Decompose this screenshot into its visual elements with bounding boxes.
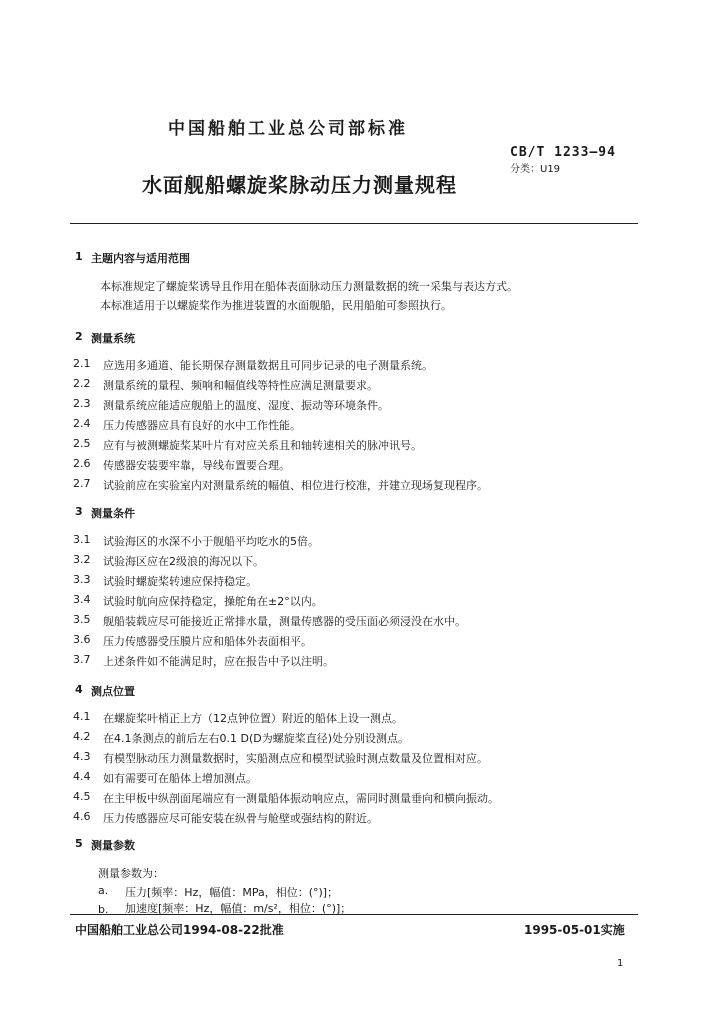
section-number: 4: [75, 683, 83, 696]
section-number: 2: [75, 330, 83, 343]
section-title: 测量系统: [91, 332, 135, 345]
list-marker: b.: [98, 903, 109, 916]
clause-text: 测量系统应能适应舰船上的温度、湿度、振动等环境条件。: [103, 399, 389, 412]
clause-text: 在螺旋桨叶梢正上方（12点钟位置）附近的船体上设一测点。: [103, 712, 403, 725]
clause-number: 3.5: [73, 613, 91, 626]
clause-text: 试验时螺旋桨转速应保持稳定。: [103, 575, 257, 588]
clause-number: 3.4: [73, 593, 91, 606]
clause-number: 2.3: [73, 397, 91, 410]
clause-text: 压力传感器应尽可能安装在纵骨与舱壁或强结构的附近。: [103, 812, 378, 825]
page-number: 1: [617, 958, 624, 969]
header-rule: [70, 223, 638, 224]
clause-text: 测量系统的量程、频响和幅值线等特性应满足测量要求。: [103, 379, 378, 392]
clause-number: 3.3: [73, 573, 91, 586]
section-number: 5: [75, 837, 83, 850]
document-title: 水面舰船螺旋桨脉动压力测量规程: [142, 173, 457, 197]
clause-number: 3.2: [73, 553, 91, 566]
clause-number: 4.5: [73, 790, 91, 803]
section-title: 测量参数: [91, 839, 135, 852]
clause-text: 如有需要可在船体上增加测点。: [103, 772, 257, 785]
section-number: 1: [75, 250, 83, 263]
clause-text: 上述条件如不能满足时，应在报告中予以注明。: [103, 655, 334, 668]
section-number: 3: [75, 505, 83, 518]
clause-number: 2.6: [73, 457, 91, 470]
clause-text: 舰船装载应尽可能接近正常排水量，测量传感器的受压面必须浸没在水中。: [103, 615, 466, 628]
clause-number: 4.6: [73, 810, 91, 823]
clause-text: 应选用多通道、能长期保存测量数据且可同步记录的电子测量系统。: [103, 359, 433, 372]
paragraph: 测量参数为：: [98, 867, 164, 880]
clause-number: 3.7: [73, 653, 91, 666]
clause-number: 4.4: [73, 770, 91, 783]
clause-number: 2.7: [73, 477, 91, 490]
clause-text: 试验前应在实验室内对测量系统的幅值、相位进行校准，并建立现场复现程序。: [103, 479, 488, 492]
clause-text: 应有与被测螺旋桨某叶片有对应关系且和轴转速相关的脉冲讯号。: [103, 439, 422, 452]
effective-date: 1995-05-01实施: [524, 923, 625, 937]
clause-number: 3.1: [73, 533, 91, 546]
list-item: 加速度[频率：Hz，幅值：m/s²，相位：(°)]；: [125, 902, 352, 915]
approval-date: 中国船舶工业总公司1994-08-22批准: [75, 923, 284, 937]
list-item: 压力[频率：Hz，幅值：MPa，相位：(°)]；: [125, 886, 339, 899]
clause-text: 试验海区应在2级浪的海况以下。: [103, 555, 264, 568]
clause-number: 3.6: [73, 633, 91, 646]
section-title: 测量条件: [91, 507, 135, 520]
clause-number: 2.5: [73, 437, 91, 450]
clause-text: 试验时航向应保持稳定，操舵角在±2°以内。: [103, 595, 323, 608]
classification-code: 分类：U19: [510, 164, 561, 175]
clause-number: 4.3: [73, 750, 91, 763]
clause-number: 2.4: [73, 417, 91, 430]
clause-text: 传感器安装要牢靠，导线布置要合理。: [103, 459, 290, 472]
paragraph: 本标准规定了螺旋桨诱导且作用在船体表面脉动压力测量数据的统一采集与表达方式。: [100, 280, 518, 293]
clause-number: 4.1: [73, 710, 91, 723]
standard-code: CB/T 1233—94: [510, 145, 616, 160]
clause-text: 有模型脉动压力测量数据时，实船测点应和模型试验时测点数量及位置相对应。: [103, 752, 488, 765]
paragraph: 本标准适用于以螺旋桨作为推进装置的水面舰船，民用船舶可参照执行。: [100, 299, 452, 312]
clause-text: 在4.1条测点的前后左右0.1 D(D为螺旋桨直径)处分别设测点。: [103, 732, 410, 745]
section-title: 主题内容与适用范围: [91, 252, 190, 265]
clause-text: 试验海区的水深不小于舰船平均吃水的5倍。: [103, 535, 319, 548]
list-marker: a.: [98, 884, 109, 897]
clause-number: 2.1: [73, 357, 91, 370]
issuing-organization: 中国船舶工业总公司部标准: [168, 119, 408, 139]
clause-text: 在主甲板中纵剖面尾端应有一测量船体振动响应点，需同时测量垂向和横向振动。: [103, 792, 499, 805]
section-title: 测点位置: [91, 685, 135, 698]
clause-number: 4.2: [73, 730, 91, 743]
clause-number: 2.2: [73, 377, 91, 390]
clause-text: 压力传感器受压膜片应和船体外表面相平。: [103, 635, 312, 648]
clause-text: 压力传感器应具有良好的水中工作性能。: [103, 419, 301, 432]
footer-rule: [70, 914, 638, 915]
